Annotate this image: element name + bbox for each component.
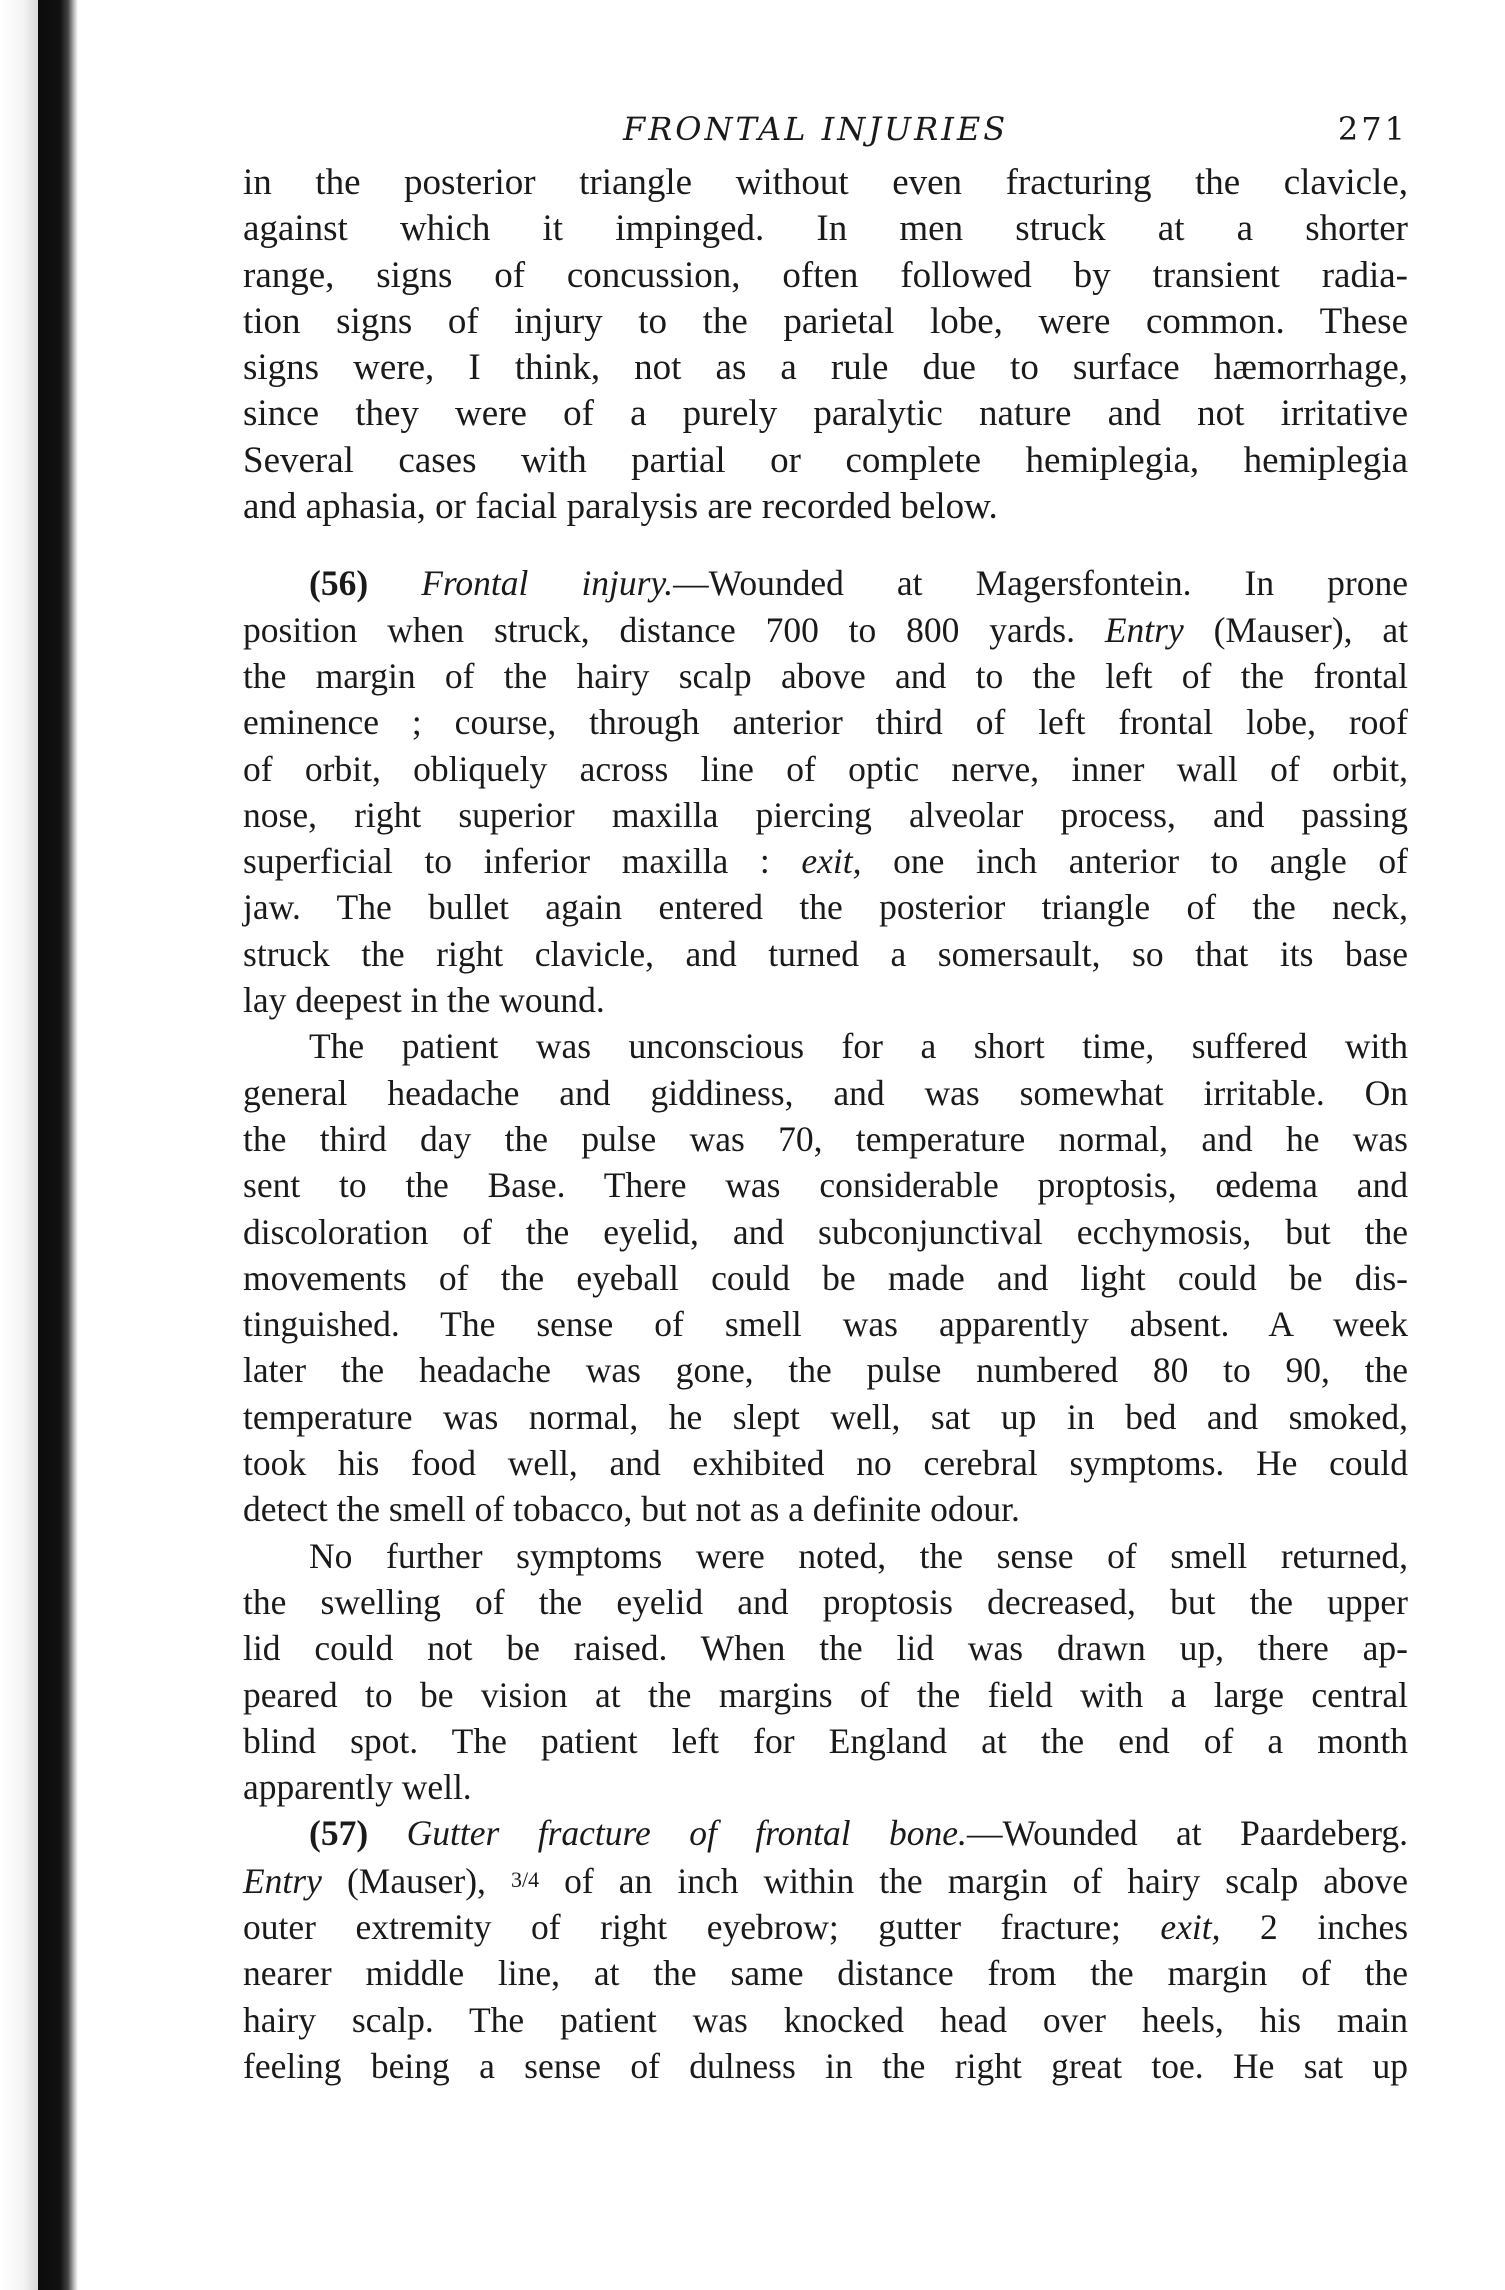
case-heading: Gutter fracture of frontal bone.: [406, 1813, 967, 1854]
text-line: struck the right clavicle, and turned a somersault, so that its base: [243, 933, 1408, 974]
text-line: the margin of the hairy scalp above and to the left of the frontal: [243, 655, 1408, 696]
text-run: of an inch within the margin of hairy scalp above: [564, 1860, 1409, 1901]
text-run: —Wounded at Magersfontein. In prone: [673, 563, 1408, 604]
text-line: in the posterior triangle without even fracturing the clavicle,: [243, 162, 1408, 203]
text-line: [243, 1857, 1408, 1904]
page-number: 271: [1337, 110, 1408, 148]
text-line: lid could not be raised. When the lid was drawn up, there ap-: [243, 1628, 1408, 1669]
fraction: 3/4: [510, 1866, 540, 1892]
text-line: the swelling of the eyelid and proptosis decreased, but the upper: [243, 1581, 1408, 1622]
section-gap: [243, 530, 1408, 560]
text-run: superficial to inferior maxilla :: [243, 841, 770, 882]
text-line: Several cases with partial or complete hemiplegia, hemiplegia: [243, 439, 1408, 481]
case-number: (57): [309, 1813, 369, 1854]
text-line: general headache and giddiness, and was somewhat irritable. On: [243, 1072, 1408, 1113]
page: [243, 100, 1408, 2089]
text-line: movements of the eyeball could be made and light could be dis-: [243, 1257, 1408, 1298]
case-57: [243, 1810, 1408, 2089]
text-line: detect the smell of tobacco, but not as a definite odour.: [243, 1489, 1020, 1530]
case-56: [243, 560, 1408, 1810]
text-line: temperature was normal, he slept well, sat up in bed and smoked,: [243, 1396, 1408, 1437]
text-run: 2 inches: [1260, 1906, 1409, 1947]
text-line: and aphasia, or facial paralysis are recorded below.: [243, 486, 998, 528]
text-line: sent to the Base. There was considerable proptosis, œdema and: [243, 1165, 1408, 1206]
text-line: signs were, I think, not as a rule due to surface hæmorrhage,: [243, 347, 1408, 389]
case-56-first-line: [243, 560, 1408, 606]
text-line: [243, 1904, 1408, 1950]
text-line: peared to be vision at the margins of the field with a large central: [243, 1674, 1408, 1715]
text-run: position when struck, distance 700 to 800 yards.: [243, 609, 1075, 650]
exit-label: exit,: [1160, 1906, 1221, 1947]
text-line: nearer middle line, at the same distance from the margin of the: [243, 1953, 1408, 1994]
text-run: (Mauser),: [346, 1860, 486, 1901]
text-line: feeling being a sense of dulness in the right great toe. He sat up: [243, 2045, 1408, 2086]
text-line: hairy scalp. The patient was knocked head over heels, his main: [243, 1999, 1408, 2040]
text-line: discoloration of the eyelid, and subconjunctival ecchymosis, but the: [243, 1211, 1408, 1252]
running-head: [243, 100, 1408, 160]
text-run: —Wounded at Paardeberg.: [966, 1813, 1409, 1854]
text-run: outer extremity of right eyebrow; gutter fracture;: [243, 1906, 1121, 1947]
text-line: The patient was unconscious for a short time, suffered with: [309, 1026, 1408, 1067]
binding-gutter-shadow: [38, 0, 78, 2290]
text-line: nose, right superior maxilla piercing alveolar process, and passing: [243, 794, 1408, 835]
text-line: lay deepest in the wound.: [243, 980, 605, 1021]
text-line: took his food well, and exhibited no cerebral symptoms. He could: [243, 1443, 1408, 1484]
text-line: the third day the pulse was 70, temperature normal, and he was: [243, 1118, 1408, 1159]
running-head-title: FRONTAL INJURIES: [623, 110, 1009, 148]
text-run: (Mauser), at: [1213, 609, 1409, 650]
text-line: since they were of a purely paralytic nature and not irritative: [243, 393, 1408, 435]
intro-paragraph: [243, 160, 1408, 530]
case-heading: Frontal injury.: [421, 563, 674, 604]
text-line: of orbit, obliquely across line of optic nerve, inner wall of orbit,: [243, 748, 1408, 789]
entry-label: Entry: [1104, 609, 1184, 650]
text-line: jaw. The bullet again entered the posterior triangle of the neck,: [243, 887, 1408, 928]
text-line: eminence ; course, through anterior third of left frontal lobe, roof: [243, 702, 1408, 743]
text-line: later the headache was gone, the pulse numbered 80 to 90, the: [243, 1350, 1408, 1391]
text-line: [243, 607, 1408, 653]
text-line: apparently well.: [243, 1767, 472, 1808]
text-line: tinguished. The sense of smell was apparently absent. A week: [243, 1304, 1408, 1345]
text-line: [243, 838, 1408, 884]
text-run: one inch anterior to angle of: [893, 841, 1409, 882]
text-line: No further symptoms were noted, the sense of smell returned,: [309, 1535, 1408, 1576]
exit-label: exit,: [801, 841, 862, 882]
text-line: blind spot. The patient left for England at the end of a month: [243, 1720, 1408, 1761]
text-line: tion signs of injury to the parietal lobe, were common. These: [243, 300, 1408, 342]
entry-label: Entry: [243, 1860, 322, 1901]
case-57-first-line: [243, 1810, 1408, 1856]
text-line: range, signs of concussion, often followed by transient radia-: [243, 254, 1408, 296]
text-line: against which it impinged. In men struck at a shorter: [243, 208, 1408, 250]
case-number: (56): [309, 563, 369, 604]
